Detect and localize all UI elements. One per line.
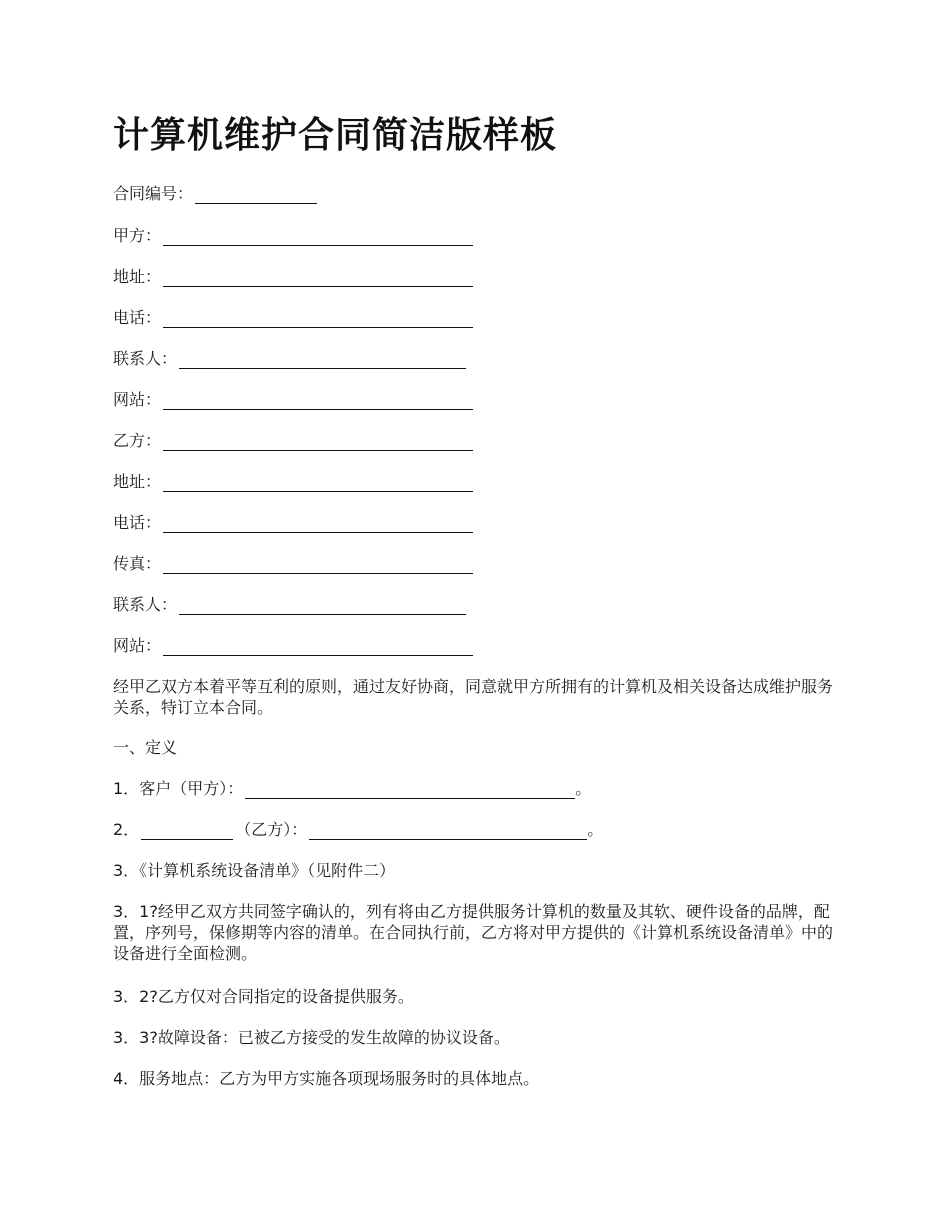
item-2-end: 。 — [587, 820, 604, 839]
party-a-contact-label: 联系人： — [113, 349, 178, 368]
party-a-phone-blank[interactable] — [163, 309, 473, 328]
item-3-2: 3．2?乙方仅对合同指定的设备提供服务。 — [113, 987, 414, 1006]
party-b-fax-field — [113, 550, 473, 574]
party-a-contact-blank[interactable] — [179, 350, 466, 369]
item-3: 3．《计算机系统设备清单》（见附件二） — [113, 861, 396, 880]
party-b-phone-blank[interactable] — [163, 514, 473, 533]
item-4: 4．服务地点：乙方为甲方实施各项现场服务时的具体地点。 — [113, 1069, 540, 1088]
party-a-blank[interactable] — [163, 227, 473, 246]
item-1 — [113, 775, 591, 799]
party-b-field — [113, 427, 473, 451]
party-b-phone-field — [113, 509, 473, 533]
item-1-text: 客户（甲方）： — [139, 779, 244, 798]
party-b-website-blank[interactable] — [163, 637, 473, 656]
item-2 — [113, 816, 603, 840]
item-3-1: 3．1?经甲乙双方共同签字确认的，列有将由乙方提供服务计算机的数量及其软、硬件设备的品牌，配置，序列号，保修期等内容的清单。在合同执行前，乙方将对甲方提供的《计算机系统设备清单》中的设备进行全面检测。 — [113, 902, 834, 963]
party-a-website-blank[interactable] — [163, 391, 473, 410]
party-b-fax-label: 传真： — [113, 554, 162, 573]
party-a-address-blank[interactable] — [163, 268, 473, 287]
item-1-end: 。 — [575, 779, 592, 798]
contract-number-field — [113, 180, 317, 204]
party-b-website-field — [113, 632, 473, 656]
party-b-contact-blank[interactable] — [179, 596, 466, 615]
party-a-website-label: 网站： — [113, 390, 162, 409]
section-heading-definitions: 一、定义 — [113, 738, 178, 757]
party-a-contact-field — [113, 345, 466, 369]
party-a-phone-label: 电话： — [113, 308, 162, 327]
party-a-address-label: 地址： — [113, 267, 162, 286]
item-2-middle: （乙方）： — [235, 820, 308, 839]
party-b-address-label: 地址： — [113, 472, 162, 491]
item-2-trailing-blank[interactable] — [309, 821, 587, 840]
party-b-contact-label: 联系人： — [113, 595, 178, 614]
party-b-contact-field — [113, 591, 466, 615]
document-title: 计算机维护合同简洁版样板 — [113, 115, 558, 156]
party-b-label: 乙方： — [113, 431, 162, 450]
party-b-website-label: 网站： — [113, 636, 162, 655]
contract-number-blank[interactable] — [195, 185, 317, 204]
item-3-3: 3．3?故障设备：已被乙方接受的发生故障的协议设备。 — [113, 1028, 510, 1047]
party-a-website-field — [113, 386, 473, 410]
party-b-fax-blank[interactable] — [163, 555, 473, 574]
party-a-field — [113, 222, 473, 246]
party-b-phone-label: 电话： — [113, 513, 162, 532]
party-b-address-blank[interactable] — [163, 473, 473, 492]
item-1-blank[interactable] — [245, 780, 575, 799]
party-a-phone-field — [113, 304, 473, 328]
intro-paragraph: 经甲乙双方本着平等互利的原则，通过友好协商，同意就甲方所拥有的计算机及相关设备达成维护服务关系，特订立本合同。 — [113, 677, 834, 717]
party-a-address-field — [113, 263, 473, 287]
item-2-leading-blank[interactable] — [141, 821, 233, 840]
item-2-number: 2． — [113, 820, 140, 839]
party-a-label: 甲方： — [113, 226, 162, 245]
party-b-address-field — [113, 468, 473, 492]
party-b-blank[interactable] — [163, 432, 473, 451]
contract-number-label: 合同编号： — [113, 184, 194, 203]
item-1-number: 1． — [113, 779, 140, 798]
